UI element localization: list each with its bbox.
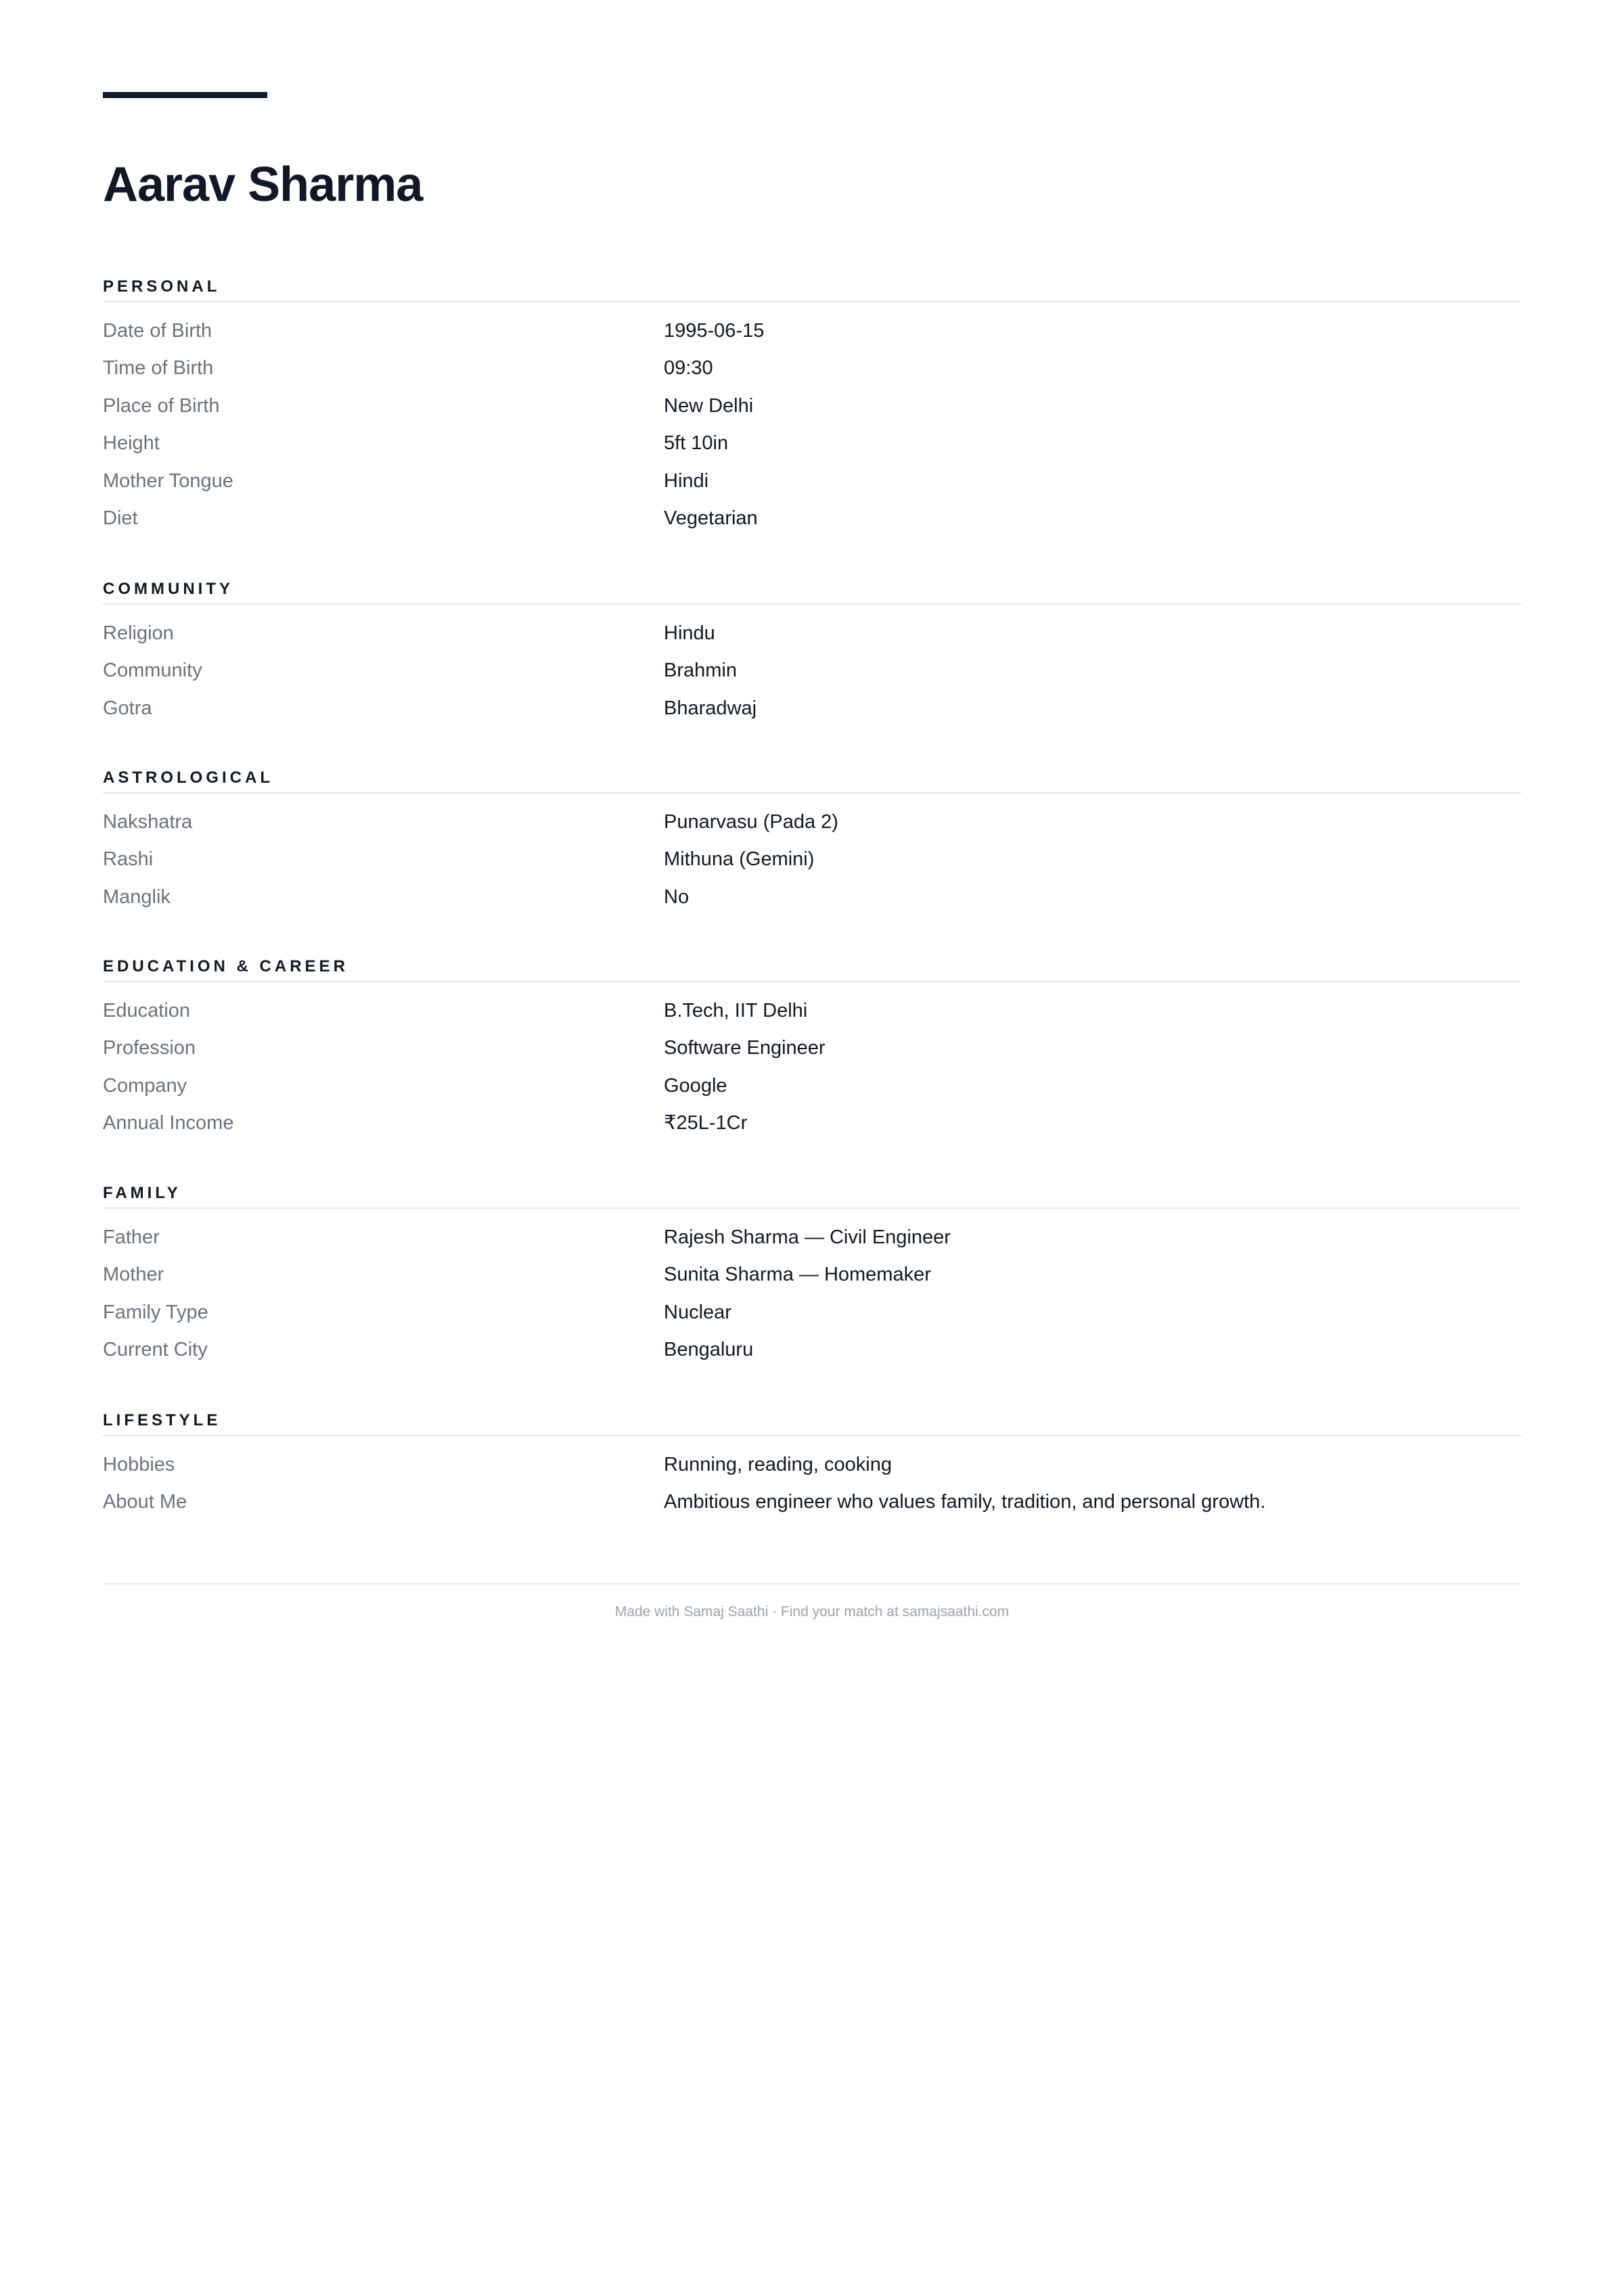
field-value: Google <box>664 1074 727 1097</box>
field-row <box>103 425 1521 462</box>
field-label: Diet <box>103 507 138 529</box>
field-label: Time of Birth <box>103 357 214 380</box>
field-value: 1995-06-15 <box>664 320 765 342</box>
field-row <box>103 463 1521 500</box>
field-row <box>103 1256 1521 1293</box>
field-value: Ambitious engineer who values family, tradition, and personal growth. <box>664 1491 1266 1513</box>
section-title: EDUCATION & CAREER <box>103 951 1521 982</box>
field-value: No <box>664 886 690 908</box>
section-title: LIFESTYLE <box>103 1405 1521 1436</box>
section-personal <box>103 271 1521 537</box>
field-row <box>103 690 1521 727</box>
field-row <box>103 841 1521 878</box>
section-family <box>103 1178 1521 1369</box>
field-row <box>103 1105 1521 1142</box>
field-row <box>103 1331 1521 1369</box>
field-value: Punarvasu (Pada 2) <box>664 811 838 833</box>
field-value: Bengaluru <box>664 1339 754 1361</box>
field-label: Religion <box>103 622 174 644</box>
field-value: 5ft 10in <box>664 432 729 455</box>
field-value: B.Tech, IIT Delhi <box>664 1000 808 1021</box>
field-row <box>103 1294 1521 1331</box>
field-row <box>103 652 1521 689</box>
field-label: Current City <box>103 1339 208 1361</box>
field-label: Nakshatra <box>103 811 193 833</box>
field-label: Gotra <box>103 697 152 719</box>
field-label: Annual Income <box>103 1112 234 1134</box>
section-title: ASTROLOGICAL <box>103 762 1521 794</box>
field-row <box>103 1030 1521 1067</box>
field-row <box>103 992 1521 1030</box>
field-label: About Me <box>103 1491 187 1513</box>
field-label: Place of Birth <box>103 394 220 417</box>
field-row <box>103 1446 1521 1484</box>
field-row <box>103 350 1521 387</box>
footer-divider <box>103 1583 1521 1584</box>
field-label: Community <box>103 660 202 682</box>
footer-credit: Made with Samaj Saathi · Find your match at samajsaathi.com <box>614 1604 1010 1620</box>
field-row <box>103 615 1521 652</box>
field-value: Sunita Sharma — Homemaker <box>664 1264 931 1286</box>
field-value: ₹25L-1Cr <box>664 1112 748 1134</box>
field-label: Father <box>103 1226 160 1248</box>
field-label: Family Type <box>103 1301 208 1323</box>
field-label: Rashi <box>103 848 154 871</box>
section-title: PERSONAL <box>103 271 1521 302</box>
field-row <box>103 1484 1521 1521</box>
field-row <box>103 804 1521 841</box>
section-title: FAMILY <box>103 1178 1521 1209</box>
field-value: Nuclear <box>664 1301 731 1323</box>
field-label: Hobbies <box>103 1454 175 1475</box>
field-label: Profession <box>103 1037 196 1059</box>
section-title: COMMUNITY <box>103 574 1521 605</box>
field-label: Manglik <box>103 886 171 908</box>
field-value: Bharadwaj <box>664 697 757 719</box>
field-value: Software Engineer <box>664 1037 826 1059</box>
field-value: Mithuna (Gemini) <box>664 848 815 871</box>
field-row <box>103 879 1521 916</box>
field-value: Hindu <box>664 622 715 644</box>
field-value: Rajesh Sharma — Civil Engineer <box>664 1226 951 1248</box>
field-row <box>103 1219 1521 1256</box>
section-education-career <box>103 951 1521 1143</box>
field-value: Vegetarian <box>664 507 758 529</box>
field-row <box>103 500 1521 537</box>
accent-bar <box>103 92 267 98</box>
field-value: New Delhi <box>664 394 754 417</box>
field-value: 09:30 <box>664 357 713 380</box>
field-row <box>103 388 1521 425</box>
field-row <box>103 1067 1521 1105</box>
field-label: Date of Birth <box>103 320 212 342</box>
field-value: Brahmin <box>664 660 737 682</box>
field-label: Mother <box>103 1264 164 1286</box>
field-label: Company <box>103 1074 187 1097</box>
field-label: Education <box>103 1000 190 1021</box>
field-value: Running, reading, cooking <box>664 1454 892 1475</box>
section-lifestyle <box>103 1405 1521 1521</box>
profile-name: Aarav Sharma <box>103 158 423 212</box>
field-label: Height <box>103 432 160 455</box>
field-value: Hindi <box>664 469 709 492</box>
section-astrological <box>103 762 1521 916</box>
field-row <box>103 313 1521 350</box>
section-community <box>103 574 1521 727</box>
field-label: Mother Tongue <box>103 469 233 492</box>
